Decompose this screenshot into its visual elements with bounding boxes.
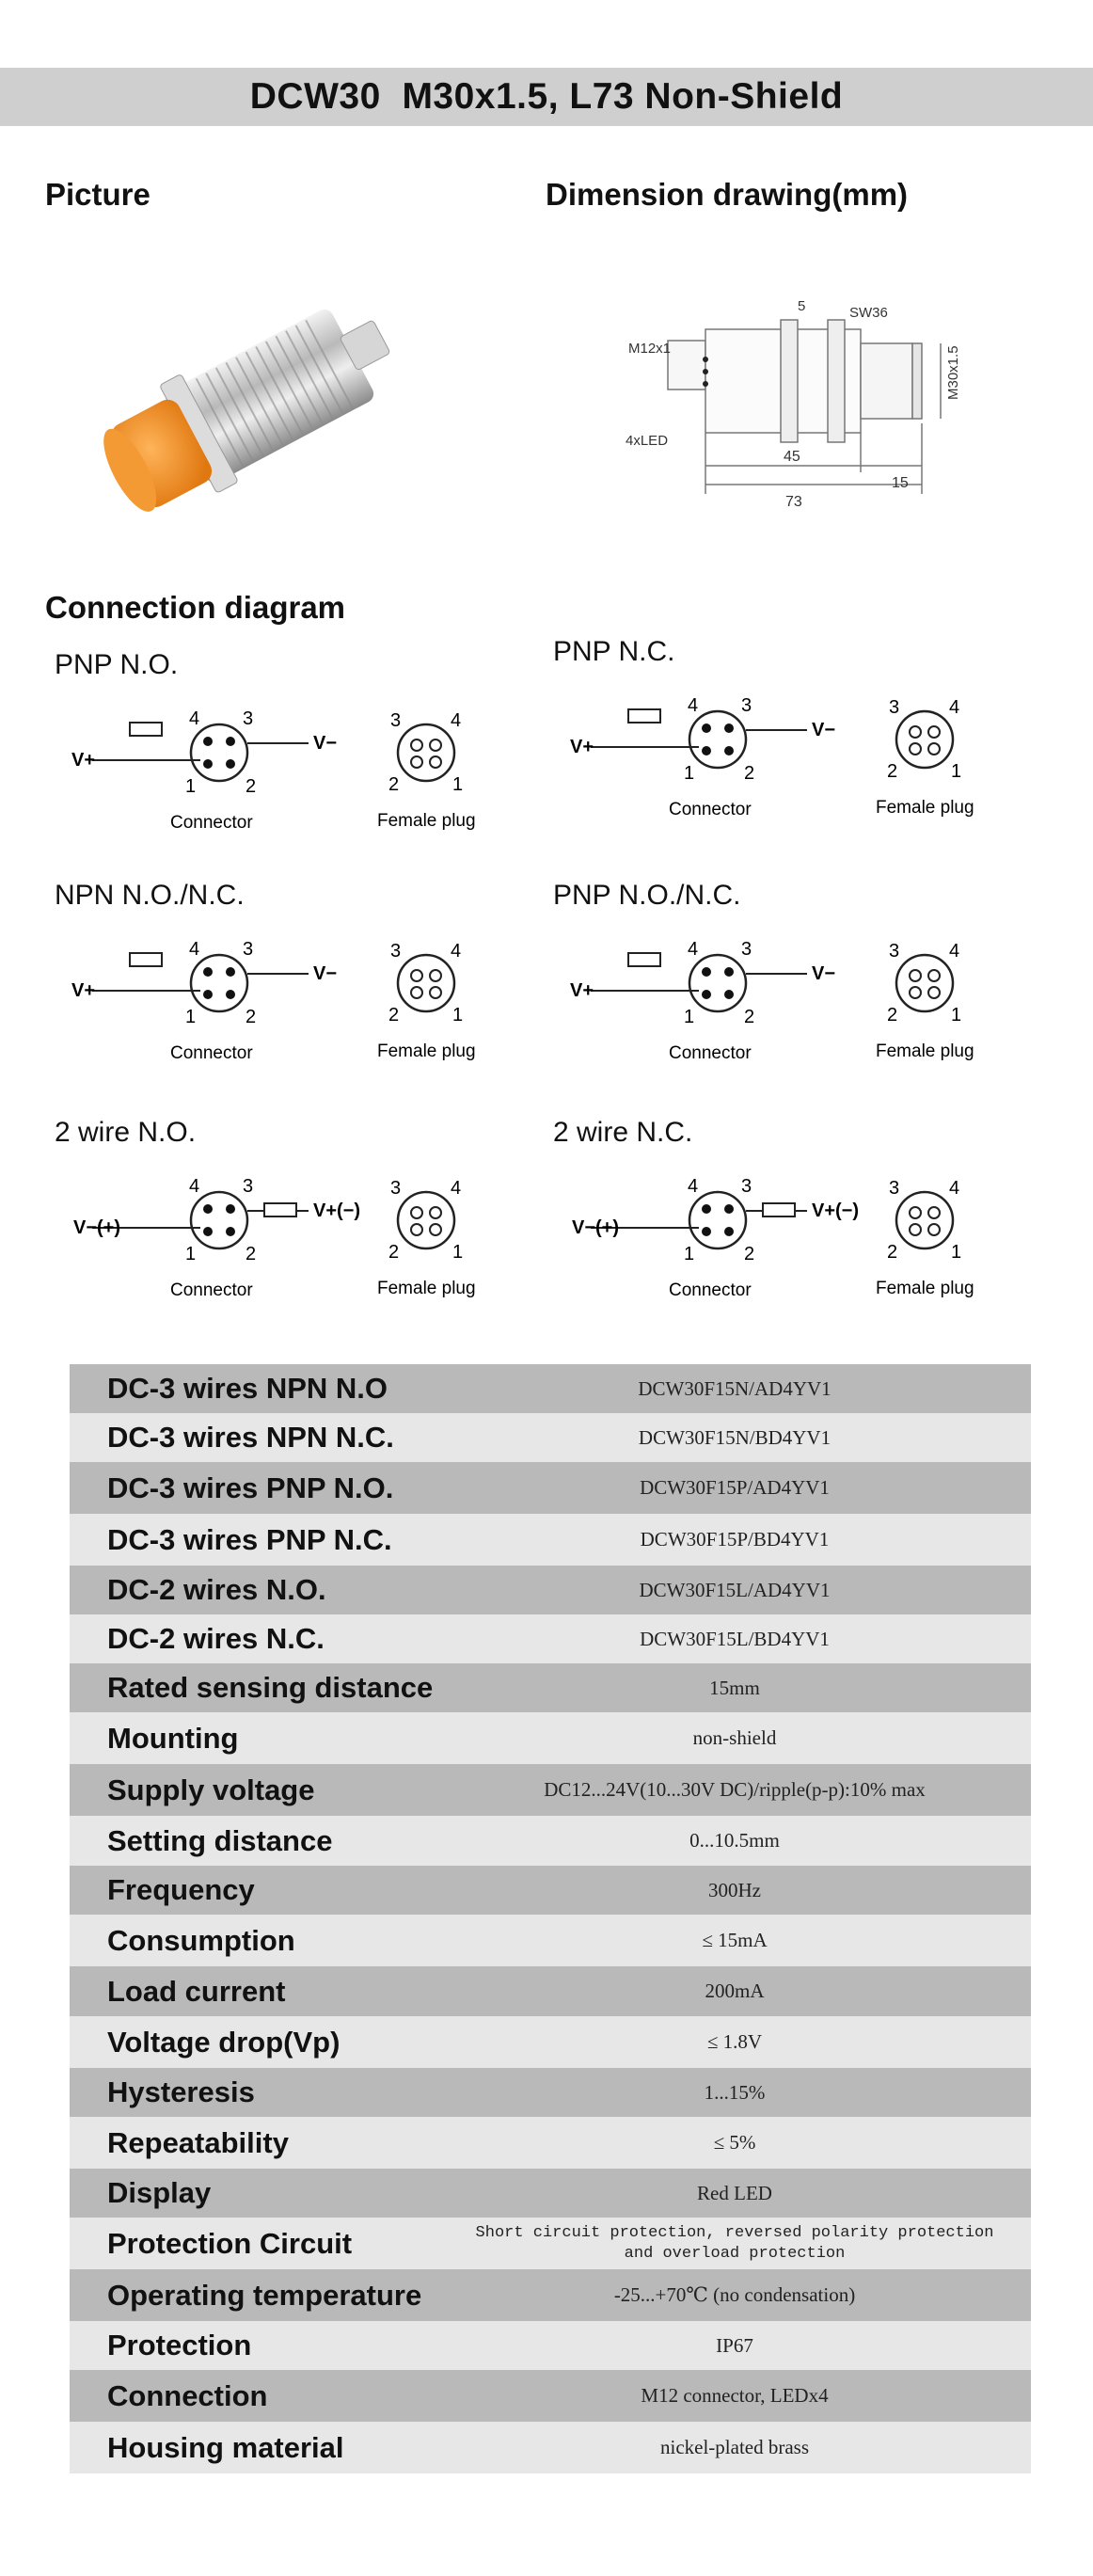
connector-label: Connector: [170, 813, 253, 833]
load-resistor: [264, 1203, 296, 1216]
spec-row: [70, 1966, 1031, 2016]
spec-row: [70, 1663, 1031, 1712]
voltage-left-label: V+: [570, 737, 594, 757]
socket-hole: [411, 1224, 422, 1235]
connection-heading: Connection diagram: [45, 590, 346, 625]
pin-dot: [724, 724, 734, 733]
pin-dot: [203, 990, 213, 999]
voltage-left-label: V−(+): [572, 1217, 620, 1238]
load-resistor: [628, 953, 660, 966]
wiring-diagram: [553, 1154, 1023, 1324]
spec-label: DC-3 wires PNP N.O.: [107, 1471, 394, 1504]
pin-label: 4: [451, 710, 462, 731]
diagram-title: 2 wire N.C.: [553, 1117, 693, 1148]
female-plug-symbol: [896, 1192, 953, 1248]
pin-dot: [702, 746, 711, 755]
connector-symbol: [191, 955, 247, 1011]
connector-label: Connector: [669, 800, 752, 819]
pin-dot: [702, 1204, 711, 1214]
pin-dot: [702, 724, 711, 733]
socket-hole: [411, 1207, 422, 1218]
dim-5-label: 5: [798, 298, 806, 314]
spec-value: 300Hz: [708, 1878, 761, 1901]
socket-hole: [910, 726, 921, 738]
pin-label: 4: [451, 1178, 462, 1199]
voltage-left-label: V+: [71, 980, 96, 1001]
pin-dot: [226, 967, 235, 977]
spec-row: [70, 2117, 1031, 2169]
pin-dot: [203, 759, 213, 769]
spec-value: ≤ 5%: [713, 2131, 756, 2154]
dim-15-label: 15: [892, 475, 909, 491]
pin-label: 3: [390, 710, 402, 731]
spec-value: M12 connector, LEDx4: [641, 2384, 829, 2407]
wiring-diagram: [553, 674, 1023, 843]
pin-label: 1: [452, 774, 464, 795]
pin-label: 1: [684, 1007, 695, 1027]
pin-label: 4: [189, 708, 200, 729]
female-plug-symbol: [398, 724, 454, 781]
pin-label: 2: [388, 774, 400, 795]
spec-row: [70, 1514, 1031, 1566]
connector-label: Connector: [170, 1280, 253, 1300]
spec-row: [70, 2422, 1031, 2473]
pin-label: 1: [185, 776, 197, 797]
pin-label: 3: [243, 1176, 254, 1197]
spec-label: Operating temperature: [107, 2278, 422, 2312]
female-plug-label: Female plug: [377, 811, 476, 831]
female-plug-symbol: [896, 955, 953, 1011]
spec-row: [70, 1614, 1031, 1663]
pin-dot: [724, 1204, 734, 1214]
load-resistor: [628, 709, 660, 723]
spec-value: 200mA: [705, 1980, 765, 2002]
spec-label: Connection: [107, 2378, 268, 2412]
pin-label: 2: [744, 763, 755, 784]
socket-hole: [430, 987, 441, 998]
voltage-right-label: V−: [812, 963, 836, 984]
pin-label: 3: [889, 941, 900, 962]
pin-label: 4: [949, 1178, 960, 1199]
spec-label: DC-3 wires NPN N.C.: [107, 1421, 394, 1454]
pin-label: 4: [949, 941, 960, 962]
spec-value: -25...+70℃ (no condensation): [613, 2283, 856, 2306]
spec-value: 1...15%: [704, 2080, 766, 2104]
dim-led-label: 4xLED: [626, 433, 669, 449]
connector-symbol: [689, 1192, 746, 1248]
spec-value: DCW30F15P/BD4YV1: [640, 1528, 830, 1550]
diagram-title: 2 wire N.O.: [55, 1117, 197, 1148]
pin-dot: [702, 1227, 711, 1236]
spec-label: Protection: [107, 2329, 252, 2361]
pin-dot: [203, 1227, 213, 1236]
pin-label: 1: [452, 1242, 464, 1263]
socket-hole: [430, 756, 441, 768]
pin-label: 3: [741, 695, 752, 716]
socket-hole: [910, 970, 921, 981]
female-plug-label: Female plug: [377, 1279, 476, 1298]
voltage-right-label: V+(−): [313, 1201, 361, 1221]
dimension-heading: Dimension drawing(mm): [546, 177, 909, 212]
pin-dot: [226, 759, 235, 769]
spec-row: [70, 1866, 1031, 1915]
spec-row: [70, 2016, 1031, 2068]
socket-hole: [928, 1207, 940, 1218]
spec-value: non-shield: [692, 1726, 777, 1749]
pin-label: 4: [189, 1176, 200, 1197]
spec-value: DCW30F15L/AD4YV1: [639, 1578, 831, 1601]
pin-label: 1: [951, 1242, 962, 1263]
wiring-diagram: [55, 687, 525, 856]
pin-label: 2: [388, 1005, 400, 1026]
pin-label: 1: [951, 1005, 962, 1026]
spec-row: [70, 2370, 1031, 2422]
pin-dot: [226, 737, 235, 746]
female-plug-label: Female plug: [876, 1279, 974, 1298]
pin-label: 4: [688, 939, 699, 960]
spec-label: Consumption: [107, 1923, 295, 1957]
spec-row: [70, 1364, 1031, 1413]
socket-hole: [411, 756, 422, 768]
spec-label: Protection Circuit: [107, 2226, 353, 2260]
socket-hole: [928, 726, 940, 738]
dim-m12-label: M12x1: [628, 341, 672, 357]
spec-label: DC-3 wires NPN N.O: [107, 1372, 388, 1405]
pin-dot: [203, 1204, 213, 1214]
spec-label: Hysteresis: [107, 2075, 255, 2108]
dim-45-label: 45: [784, 449, 800, 465]
load-resistor: [130, 723, 162, 736]
spec-value: DC12...24V(10...30V DC)/ripple(p-p):10% max: [544, 1778, 926, 1801]
dim-sw-label: SW36: [849, 305, 888, 321]
socket-hole: [928, 970, 940, 981]
socket-hole: [430, 1224, 441, 1235]
pin-label: 2: [246, 1244, 257, 1264]
socket-hole: [411, 987, 422, 998]
spec-label: Setting distance: [107, 1823, 333, 1857]
female-plug-symbol: [398, 955, 454, 1011]
spec-label: Supply voltage: [107, 1773, 315, 1806]
pin-label: 2: [887, 1242, 898, 1263]
spec-row: [70, 1816, 1031, 1866]
pin-label: 2: [887, 761, 898, 782]
spec-table: [70, 1364, 1031, 2473]
pin-label: 3: [390, 1178, 402, 1199]
pin-dot: [226, 1227, 235, 1236]
socket-hole: [928, 987, 940, 998]
connector-label: Connector: [669, 1043, 752, 1063]
spec-label: Repeatability: [107, 2125, 289, 2159]
pin-label: 4: [949, 697, 960, 718]
spec-row: [70, 1413, 1031, 1462]
socket-hole: [430, 739, 441, 751]
pin-dot: [724, 990, 734, 999]
spec-row: [70, 1915, 1031, 1966]
dimension-drawing: [611, 292, 969, 517]
spec-row: [70, 2169, 1031, 2218]
spec-row: [70, 2068, 1031, 2117]
pin-label: 3: [889, 1178, 900, 1199]
spec-label: Frequency: [107, 1873, 255, 1906]
spec-value-line: and overload protection: [624, 2244, 846, 2263]
pin-label: 3: [390, 941, 402, 962]
spec-label: DC-2 wires N.C.: [107, 1622, 325, 1655]
socket-hole: [910, 987, 921, 998]
spec-value: IP67: [716, 2333, 753, 2357]
pin-label: 4: [688, 695, 699, 716]
picture-heading: Picture: [45, 177, 150, 212]
wiring-diagram: [55, 1154, 525, 1324]
spec-row: [70, 2218, 1031, 2269]
pin-label: 4: [688, 1176, 699, 1197]
pin-label: 2: [246, 1007, 257, 1027]
voltage-left-label: V+: [71, 750, 96, 771]
pin-dot: [226, 1204, 235, 1214]
pin-label: 1: [185, 1007, 197, 1027]
spec-value: DCW30F15L/BD4YV1: [640, 1627, 830, 1650]
spec-value: ≤ 1.8V: [706, 2030, 763, 2053]
load-resistor: [130, 953, 162, 966]
diagram-title: PNP N.C.: [553, 636, 675, 667]
pin-label: 1: [684, 1244, 695, 1264]
pin-label: 3: [889, 697, 900, 718]
pin-label: 1: [684, 763, 695, 784]
diagram-title: PNP N.O./N.C.: [553, 880, 741, 911]
voltage-left-label: V−(+): [73, 1217, 121, 1238]
spec-label: Housing material: [107, 2430, 344, 2464]
pin-dot: [724, 1227, 734, 1236]
pin-label: 2: [887, 1005, 898, 1026]
spec-label: Load current: [107, 1974, 286, 2008]
connector-symbol: [191, 724, 247, 781]
spec-value: ≤ 15mA: [702, 1929, 768, 1951]
connector-symbol: [191, 1192, 247, 1248]
pin-label: 1: [452, 1005, 464, 1026]
spec-value: DCW30F15N/AD4YV1: [638, 1376, 832, 1400]
pin-dot: [203, 737, 213, 746]
socket-hole: [910, 1224, 921, 1235]
pin-label: 3: [741, 939, 752, 960]
spec-value: 0...10.5mm: [689, 1829, 780, 1852]
connector-symbol: [689, 711, 746, 768]
spec-value: DCW30F15P/AD4YV1: [640, 1476, 830, 1499]
voltage-right-label: V−: [313, 733, 338, 754]
pin-label: 4: [451, 941, 462, 962]
page-title: DCW30 M30x1.5, L73 Non-Shield: [249, 76, 844, 117]
wiring-diagram: [553, 917, 1023, 1087]
female-plug-symbol: [896, 711, 953, 768]
socket-hole: [430, 1207, 441, 1218]
spec-row: [70, 1462, 1031, 1514]
spec-label: Mounting: [107, 1721, 239, 1755]
connector-label: Connector: [669, 1280, 752, 1300]
spec-row: [70, 2269, 1031, 2321]
spec-row: [70, 1712, 1031, 1764]
socket-hole: [910, 1207, 921, 1218]
title-bar: [0, 68, 1093, 126]
socket-hole: [411, 739, 422, 751]
socket-hole: [430, 970, 441, 981]
pin-label: 3: [243, 939, 254, 960]
dim-73-label: 73: [785, 494, 802, 510]
voltage-left-label: V+: [570, 980, 594, 1001]
connector-symbol: [689, 955, 746, 1011]
spec-value: nickel-plated brass: [659, 2436, 810, 2458]
wiring-diagram: [55, 917, 525, 1087]
voltage-right-label: V−: [812, 720, 836, 740]
spec-row: [70, 2321, 1031, 2370]
diagram-title: NPN N.O./N.C.: [55, 880, 245, 911]
spec-value: Red LED: [697, 2181, 772, 2204]
spec-label: DC-3 wires PNP N.C.: [107, 1522, 392, 1556]
spec-label: Rated sensing distance: [107, 1671, 434, 1704]
pin-dot: [702, 990, 711, 999]
pin-label: 3: [741, 1176, 752, 1197]
female-plug-label: Female plug: [377, 1042, 476, 1061]
diagram-title: PNP N.O.: [55, 649, 179, 680]
pin-label: 4: [189, 939, 200, 960]
spec-value: [438, 2223, 1031, 2265]
spec-value: 15mm: [709, 1676, 760, 1699]
spec-label: Display: [107, 2176, 212, 2209]
pin-label: 2: [388, 1242, 400, 1263]
pin-label: 2: [744, 1244, 755, 1264]
spec-row: [70, 1566, 1031, 1614]
spec-label: Voltage drop(Vp): [107, 2025, 341, 2059]
product-photo: [75, 273, 414, 546]
voltage-right-label: V+(−): [812, 1201, 860, 1221]
socket-hole: [411, 970, 422, 981]
pin-dot: [702, 967, 711, 977]
socket-hole: [910, 743, 921, 755]
pin-dot: [203, 967, 213, 977]
pin-label: 2: [246, 776, 257, 797]
pin-label: 3: [243, 708, 254, 729]
pin-dot: [226, 990, 235, 999]
connector-label: Connector: [170, 1043, 253, 1063]
voltage-right-label: V−: [313, 963, 338, 984]
pin-dot: [724, 746, 734, 755]
spec-row: [70, 1764, 1031, 1816]
pin-dot: [724, 967, 734, 977]
spec-value: DCW30F15N/BD4YV1: [638, 1425, 832, 1449]
female-plug-label: Female plug: [876, 1042, 974, 1061]
pin-label: 1: [185, 1244, 197, 1264]
spec-value-line: Short circuit protection, reversed polarity protection: [475, 2223, 994, 2242]
pin-label: 1: [951, 761, 962, 782]
dim-m30-label: M30x1.5: [945, 345, 961, 400]
female-plug-symbol: [398, 1192, 454, 1248]
female-plug-label: Female plug: [876, 798, 974, 818]
socket-hole: [928, 1224, 940, 1235]
pin-label: 2: [744, 1007, 755, 1027]
load-resistor: [763, 1203, 795, 1216]
socket-hole: [928, 743, 940, 755]
spec-label: DC-2 wires N.O.: [107, 1573, 326, 1606]
